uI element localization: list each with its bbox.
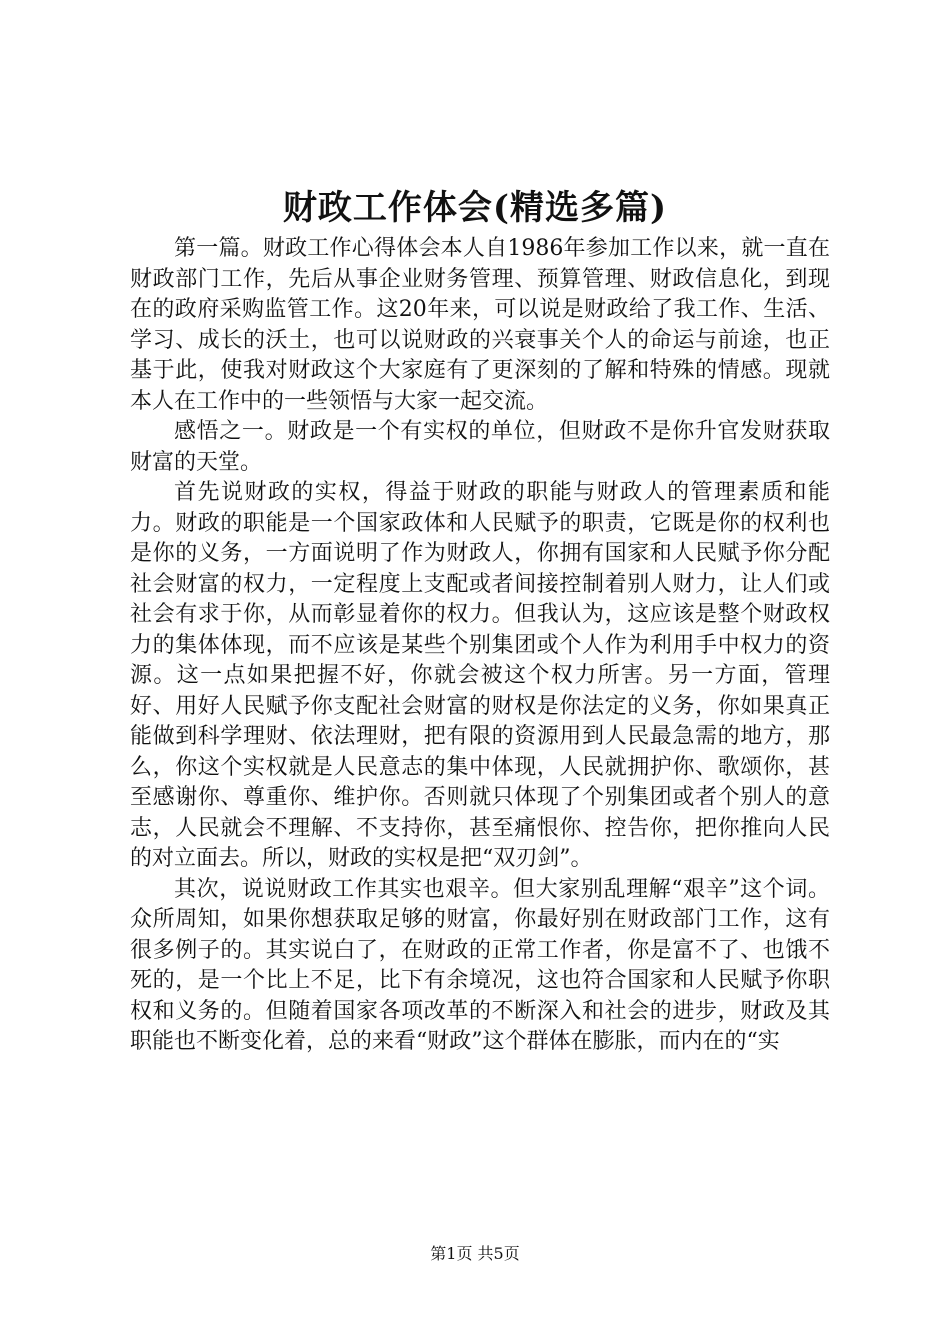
paragraph-2: 感悟之一。财政是一个有实权的单位，但财政不是你升官发财获取财富的天堂。 [130,419,830,475]
document-body [130,234,830,1058]
paragraph-3: 首先说财政的实权，得益于财政的职能与财政人的管理素质和能力。财政的职能是一个国家政体和人民赋予的职责，它既是你的权利也是你的义务，一方面说明了作为财政人，你拥有国家和人民赋予你分配社会财富的权力，一定程度上支配或者间接控制着别人财力，让人们或社会有求于你，从而彰显着你的权力。但我认为，这应该是整个财政权力的集体体现，而不应该是某些个别集团或个人作为利用手中权力的资源。这一点如果把握不好，你就会被这个权力所害。另一方面，管理好、用好人民赋予你支配社会财富的财权是你法定的义务，你如果真正能做到科学理财、依法理财，把有限的资源用到人民最急需的地方，那么，你这个实权就是人民意志的集中体现，人民就拥护你、歌颂你，甚至感谢你、尊重你、维护你。否则就只体现了个别集团或者个别人的意志，人民就会不理解、不支持你，甚至痛恨你、控告你，把你推向人民的对立面去。所以，财政的实权是把“双刃剑”。 [130,480,830,871]
document-title: 财政工作体会(精选多篇) [282,188,668,228]
page-footer: 第1页 共5页 [430,1244,520,1263]
paragraph-1: 第一篇。财政工作心得体会本人自1986年参加工作以来，就一直在财政部门工作，先后从事企业财务管理、预算管理、财政信息化，到现在的政府采购监管工作。这20年来，可以说是财政给了我工作、生活、学习、成长的沃土，也可以说财政的兴衰事关个人的命运与前途，也正基于此，使我对财政这个大家庭有了更深刻的了解和特殊的情感。现就本人在工作中的一些领悟与大家一起交流。 [130,236,830,414]
paragraph-4: 其次，说说财政工作其实也艰辛。但大家别乱理解“艰辛”这个词。众所周知，如果你想获取足够的财富，你最好别在财政部门工作，这有很多例子的。其实说白了，在财政的正常工作者，你是富不了、也饿不死的，是一个比上不足，比下有余境况，这也符合国家和人民赋予你职权和义务的。但随着国家各项改革的不断深入和社会的进步，财政及其职能也不断变化着，总的来看“财政”这个群体在膨胀，而内在的“实 [130,876,830,1054]
